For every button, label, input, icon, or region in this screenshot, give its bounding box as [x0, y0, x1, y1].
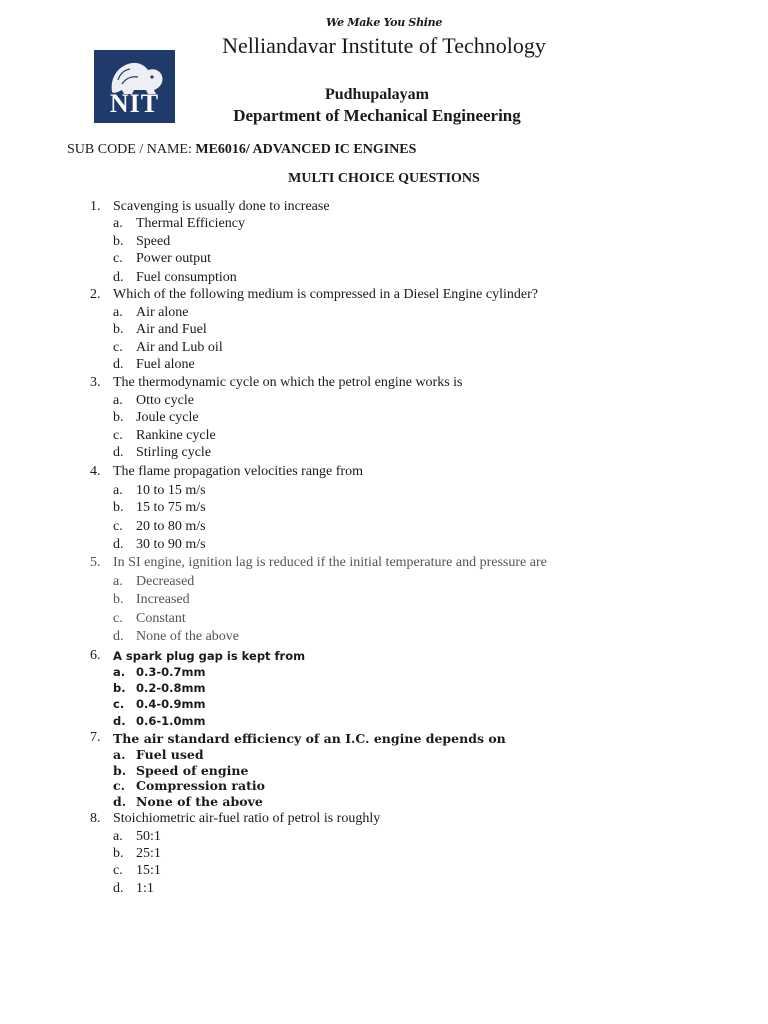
question-text: In SI engine, ignition lag is reduced if the initial temperature and pressure are — [113, 555, 547, 570]
question-number: 5. — [90, 555, 101, 570]
option-text: 0.3-0.7mm — [136, 665, 206, 679]
option-letter: a. — [113, 216, 123, 231]
question-number: 2. — [90, 287, 101, 302]
option-text: 50:1 — [136, 829, 161, 844]
option-text: Increased — [136, 592, 190, 607]
option-letter: d. — [113, 270, 124, 285]
option-letter: d. — [113, 714, 126, 728]
option-text: 15:1 — [136, 863, 161, 878]
option-letter: b. — [113, 681, 126, 695]
option-letter: c. — [113, 428, 123, 443]
question-text: Which of the following medium is compressed in a Diesel Engine cylinder? — [113, 287, 538, 302]
subject-code-value: ME6016/ ADVANCED IC ENGINES — [195, 142, 417, 157]
option-text: Otto cycle — [136, 393, 194, 408]
option-letter: c. — [113, 697, 125, 711]
question-number: 6. — [90, 648, 101, 663]
option-letter: b. — [113, 234, 124, 249]
option-letter: a. — [113, 393, 123, 408]
logo-text: NIT — [109, 89, 160, 118]
question-text: Stoichiometric air-fuel ratio of petrol is roughly — [113, 811, 381, 826]
option-letter: a. — [113, 483, 123, 498]
option-letter: c. — [113, 519, 123, 534]
option-text: None of the above — [136, 629, 240, 644]
option-text: Thermal Efficiency — [136, 216, 245, 231]
tagline: We Make You Shine — [325, 16, 443, 29]
option-text: Air alone — [136, 305, 189, 320]
option-text: 15 to 75 m/s — [136, 500, 206, 515]
option-letter: b. — [113, 592, 124, 607]
question-number: 3. — [90, 375, 101, 390]
option-letter: a. — [113, 747, 126, 762]
option-letter: c. — [113, 340, 123, 355]
question-text: The thermodynamic cycle on which the petrol engine works is — [113, 375, 463, 390]
option-text: 0.6-1.0mm — [136, 714, 206, 728]
question-number: 1. — [90, 199, 101, 214]
option-letter: b. — [113, 322, 124, 337]
option-text: Fuel consumption — [136, 270, 237, 285]
option-letter: d. — [113, 537, 124, 552]
question-text: Scavenging is usually done to increase — [113, 199, 330, 214]
option-letter: b. — [113, 763, 127, 778]
option-letter: c. — [113, 863, 123, 878]
option-text: Rankine cycle — [136, 428, 216, 443]
option-letter: b. — [113, 500, 124, 515]
option-text: Speed of engine — [136, 763, 249, 778]
option-text: 0.4-0.9mm — [136, 697, 206, 711]
place-name: Pudhupalayam — [324, 86, 430, 103]
option-text: 10 to 15 m/s — [136, 483, 206, 498]
option-text: 1:1 — [136, 881, 154, 896]
question-number: 4. — [90, 464, 101, 479]
option-text: None of the above — [136, 794, 263, 809]
option-text: Constant — [136, 611, 186, 626]
option-letter: b. — [113, 846, 124, 861]
option-text: 30 to 90 m/s — [136, 537, 206, 552]
option-letter: d. — [113, 794, 127, 809]
question-text: The air standard efficiency of an I.C. engine depends on — [113, 731, 506, 746]
department-name: Department of Mechanical Engineering — [233, 106, 521, 125]
option-letter: a. — [113, 665, 126, 679]
option-text: Air and Lub oil — [136, 340, 223, 355]
option-text: Stirling cycle — [136, 445, 212, 460]
option-text: Air and Fuel — [136, 322, 207, 337]
option-letter: d. — [113, 357, 124, 372]
option-letter: d. — [113, 881, 124, 896]
option-letter: b. — [113, 410, 124, 425]
option-letter: c. — [113, 778, 125, 793]
option-letter: a. — [113, 829, 123, 844]
option-text: Fuel used — [136, 747, 204, 762]
option-letter: d. — [113, 445, 124, 460]
question-number: 7. — [90, 730, 101, 745]
option-text: Fuel alone — [136, 357, 195, 372]
subject-code-label: SUB CODE / NAME: — [67, 142, 196, 157]
option-letter: a. — [113, 305, 123, 320]
question-text: A spark plug gap is kept from — [113, 649, 306, 663]
option-letter: c. — [113, 251, 123, 266]
option-text: Power output — [136, 251, 212, 266]
option-text: Decreased — [136, 574, 195, 589]
option-text: Compression ratio — [136, 778, 265, 793]
option-letter: a. — [113, 574, 123, 589]
option-text: 0.2-0.8mm — [136, 681, 206, 695]
question-number: 8. — [90, 811, 101, 826]
option-text: 25:1 — [136, 846, 161, 861]
section-title: MULTI CHOICE QUESTIONS — [288, 171, 480, 186]
question-text: The flame propagation velocities range from — [113, 464, 363, 479]
option-text: 20 to 80 m/s — [136, 519, 206, 534]
institute-name-text: Nelliandavar Institute of Technology — [222, 33, 546, 58]
option-letter: d. — [113, 629, 124, 644]
option-text: Speed — [136, 234, 171, 249]
subject-code — [67, 142, 416, 158]
option-text: Joule cycle — [136, 410, 199, 425]
option-letter: c. — [113, 611, 123, 626]
